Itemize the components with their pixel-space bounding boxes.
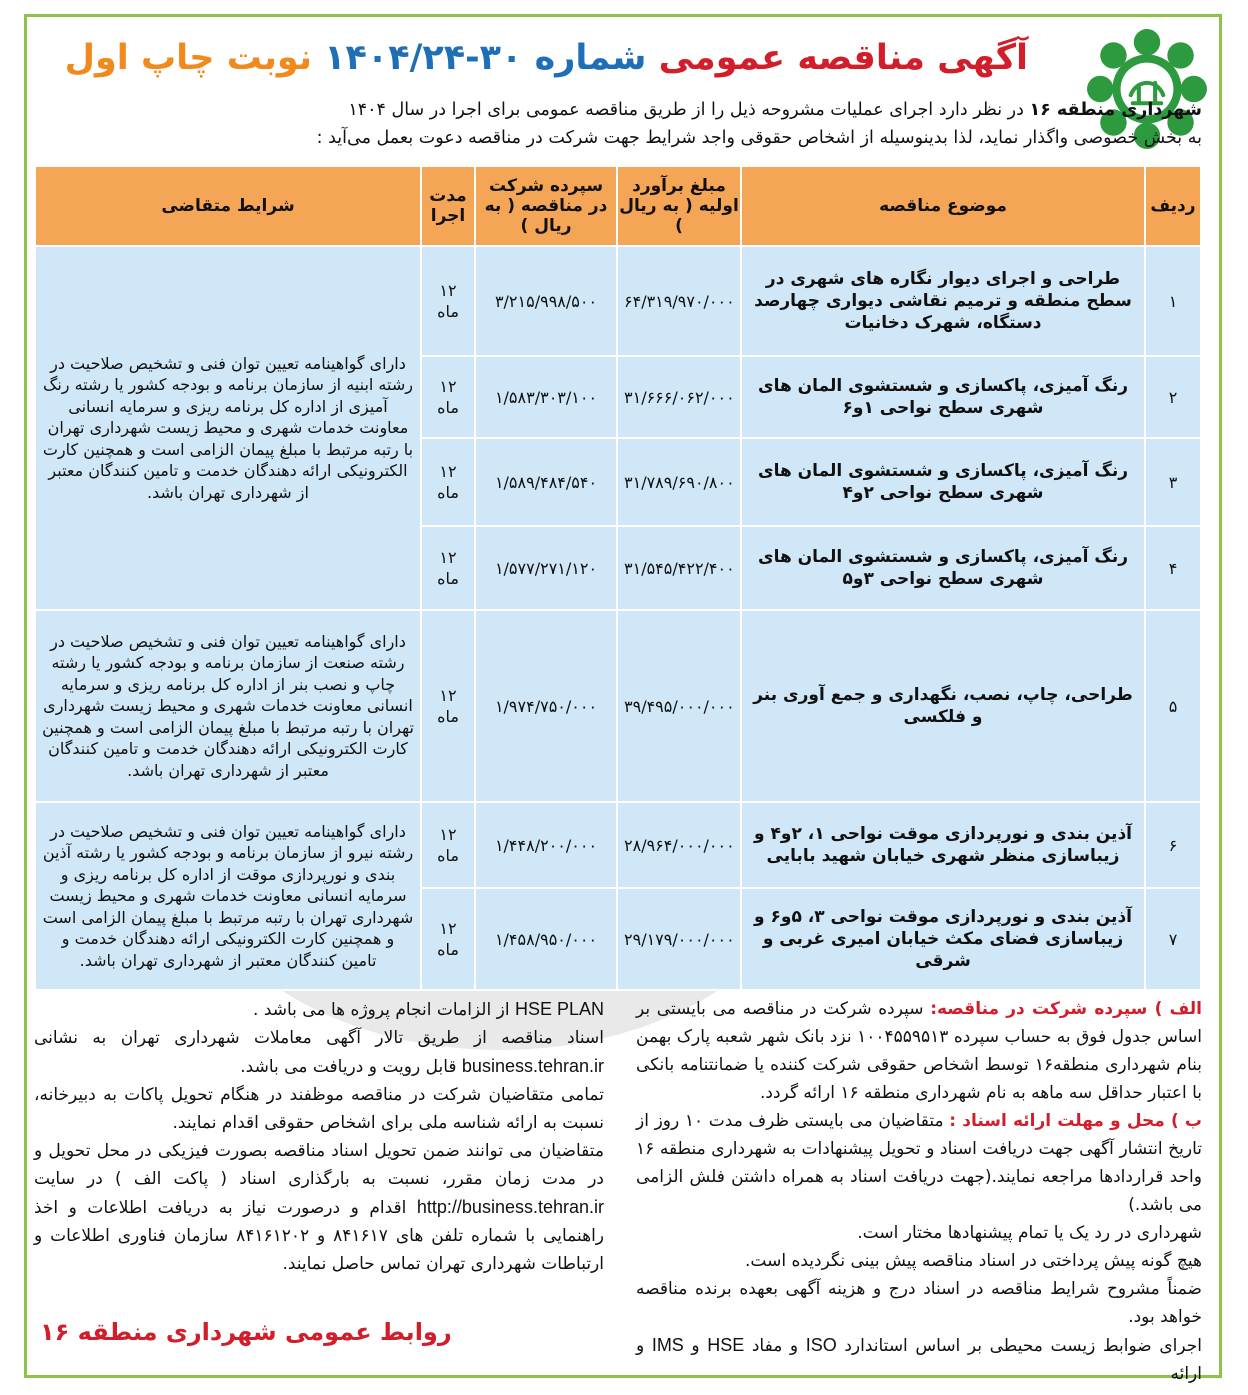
title-print-round: نوبت چاپ اول [64,38,312,78]
row-conditions: دارای گواهینامه تعیین توان فنی و تشخیص صلاحیت در رشته ابنیه از سازمان برنامه و بودجه کشور یا رشته رنگ آمیزی از اداره کل برنامه ریزی و سرمایه انسانی معاونت خدمات شهری و محیط زیست شهرداری تهران با رتبه مرتبط با مبلغ پیمان الزامی است و همچنین کارت الکترونیکی ارائه دهندگان خدمت و تامین کنندگان معتبر از شهرداری تهران باشد. [35,246,421,610]
hse-plan-text: از الزامات انجام پروژه ها می باشد . [253,1000,515,1020]
upload-note: متقاضیان می توانند ضمن تحویل اسناد مناقصه بصورت فیزیکی در محل تحویل و در مدت زمان مقرر، نسبت به بارگذاری اسناد ( پاکت الف ) در سایت [34,1141,604,1189]
row-subject: رنگ آمیزی، پاکسازی و شستشوی المان های شهری سطح نواحی ۲و۴ [741,438,1145,526]
title-tender: آگهی مناقصه عمومی [658,38,1028,78]
row-estimate: ۳۱/۵۴۵/۴۲۲/۴۰۰ [617,526,741,610]
row-duration: ۱۲ ماه [421,802,475,888]
row-duration: ۱۲ ماه [421,438,475,526]
intro-municipality: شهرداری منطقه ۱۶ [1029,100,1202,120]
row-number: ۳ [1145,438,1201,526]
business-link[interactable]: business.tehran.ir [461,1056,604,1076]
contact-note: اقدام و درصورت نیاز به دریافت اطلاعات و اخذ راهنمایی با شماره تلفن های ۸۴۱۶۱۷ و ۸۴۱۶۱۲۰۲ سازمان فناوری اطلاعات و ارتباطات شهرداری تهران تماس حاصل نمایند. [34,1198,604,1274]
row-duration: ۱۲ ماه [421,888,475,990]
header-estimate: مبلغ برآورد اولیه ( به ریال ) [617,166,741,246]
section-a-title: الف ) سپرده شرکت در مناقصه: [930,999,1203,1019]
row-subject: آذین بندی و نورپردازی موقت نواحی ۳، ۵و۶ و زیباسازی فضای مکث خیابان امیری غربی و شرقی [741,888,1145,990]
section-b-text: متقاضیان می بایستی ظرف مدت ۱۰ روز از تاریخ انتشار آگهی جهت دریافت اسناد و تحویل پیشنهادات به شهرداری منطقه ۱۶ واحد قراردادها مراجعه نمایند.(جهت دریافت اسناد به همراه داشتن فلش الزامی می باشد.) [636,1111,1202,1215]
row-subject: طراحی، چاپ، نصب، نگهداری و جمع آوری بنر و فلکسی [741,610,1145,802]
national-id-note: تمامی متقاضیان شرکت در مناقصه موظفند در هنگام تحویل پاکات به دبیرخانه، نسبت به ارائه شناسه ملی برای اشخاص حقوقی اقدام نمایند. [34,1085,604,1133]
row-conditions: دارای گواهینامه تعیین توان فنی و تشخیص صلاحیت در رشته صنعت از سازمان برنامه و بودجه کشور یا رشته چاپ و نصب بنر از اداره کل برنامه ریزی و سرمایه انسانی معاونت خدمات شهری و محیط زیست شهرداری تهران با رتبه مرتبط با مبلغ پیمان الزامی است و همچنین کارت الکترونیکی ارائه دهندگان خدمت و تامین کنندگان معتبر از شهرداری تهران باشد. [35,610,421,802]
row-subject: رنگ آمیزی، پاکسازی و شستشوی المان های شهری سطح نواحی ۳و۵ [741,526,1145,610]
header-duration: مدت اجرا [421,166,475,246]
docs-text: اسناد مناقصه از طریق تالار آگهی معاملات شهرداری تهران به نشانی [34,1028,604,1048]
header-conditions: شرایط متقاضی [35,166,421,246]
row-number: ۶ [1145,802,1201,888]
docs-text-end: قابل رویت و دریافت می باشد. [240,1057,462,1077]
row-duration: ۱۲ ماه [421,246,475,356]
row-estimate: ۶۴/۳۱۹/۹۷۰/۰۰۰ [617,246,741,356]
row-deposit: ۱/۵۸۳/۳۰۳/۱۰۰ [475,356,617,438]
row-duration: ۱۲ ماه [421,526,475,610]
section-a-text: سپرده شرکت در مناقصه می بایستی بر اساس جدول فوق به حساب سپرده ۱۰۰۴۵۵۹۵۱۳ نزد بانک شهر شعبه پارک بهمن بنام شهرداری منطقه۱۶ توسط اشخاص حقوقی شرکت کننده یا ضمانتنامه بانکی با اعتبار حداقل سه ماهه به نام شهرداری منطقه ۱۶ ارائه گردد. [636,999,1202,1103]
table-row [35,802,1201,888]
row-deposit: ۳/۲۱۵/۹۹۸/۵۰۰ [475,246,617,356]
intro-line-1: در نظر دارد اجرای عملیات مشروحه ذیل را از طریق مناقصه عمومی برای اجرا در سال ۱۴۰۴ [348,100,1030,120]
header-deposit: سپرده شرکت در مناقصه ( به ریال ) [475,166,617,246]
intro-line-2: به بخش خصوصی واگذار نماید، لذا بدینوسیله از اشخاص حقوقی واجد شرایط جهت شرکت در مناقصه دعوت بعمل می‌آید : [316,128,1202,148]
row-estimate: ۳۱/۶۶۶/۰۶۲/۰۰۰ [617,356,741,438]
terms-column-left [34,995,604,1278]
row-estimate: ۳۱/۷۸۹/۶۹۰/۸۰۰ [617,438,741,526]
ims-label: IMS [651,1335,684,1355]
row-conditions: دارای گواهینامه تعیین توان فنی و تشخیص صلاحیت در رشته نیرو از سازمان برنامه و بودجه کشور یا رشته آذین بندی و نورپردازی موقت از اداره کل برنامه ریزی و سرمایه انسانی معاونت خدمات شهری و محیط زیست شهرداری تهران با رتبه مرتبط با مبلغ پیمان الزامی است و همچنین کارت الکترونیکی ارائه دهندگان خدمت و تامین کنندگان معتبر از شهرداری تهران باشد. [35,802,421,990]
row-deposit: ۱/۴۴۸/۲۰۰/۰۰۰ [475,802,617,888]
section-b-title: ب ) محل و مهلت ارائه اسناد : [949,1111,1202,1131]
iso-label: ISO [805,1335,837,1355]
table-header-row [35,166,1201,246]
row-number: ۵ [1145,610,1201,802]
row-deposit: ۱/۵۷۷/۲۷۱/۱۲۰ [475,526,617,610]
table-row [35,610,1201,802]
header-row-no: ردیف [1145,166,1201,246]
row-number: ۱ [1145,246,1201,356]
row-deposit: ۱/۹۷۴/۷۵۰/۰۰۰ [475,610,617,802]
env-text-and: و [683,1336,708,1356]
row-duration: ۱۲ ماه [421,610,475,802]
row-duration: ۱۲ ماه [421,356,475,438]
header-subject: موضوع مناقصه [741,166,1145,246]
row-estimate: ۲۸/۹۶۴/۰۰۰/۰۰۰ [617,802,741,888]
row-subject: رنگ آمیزی، پاکسازی و شستشوی المان های شهری سطح نواحی ۱و۶ [741,356,1145,438]
row-number: ۲ [1145,356,1201,438]
note-environment [636,1336,1202,1384]
signoff-public-relations: روابط عمومی شهرداری منطقه ۱۶ [40,1318,452,1346]
row-deposit: ۱/۴۵۸/۹۵۰/۰۰۰ [475,888,617,990]
row-deposit: ۱/۵۸۹/۴۸۴/۵۴۰ [475,438,617,526]
page-title [64,38,1028,78]
note-ad-cost: ضمناً مشروح شرایط مناقصه در اسناد درج و هزینه آگهی بعهده برنده مناقصه خواهد بود. [636,1279,1202,1327]
row-number: ۷ [1145,888,1201,990]
title-number: شماره ۳۰-۱۴۰۴/۲۴ [324,38,647,78]
row-subject: آذین بندی و نورپردازی موقت نواحی ۱، ۲و۴ و زیباسازی منظر شهری خیابان شهید بابایی [741,802,1145,888]
env-text-pre: اجرای ضوابط زیست محیطی بر اساس استاندارد [836,1336,1202,1356]
env-text-mid: و مفاد [744,1336,806,1356]
hse-label: HSE [707,1335,745,1355]
row-estimate: ۳۹/۴۹۵/۰۰۰/۰۰۰ [617,610,741,802]
table-row [35,246,1201,356]
env-text-post: و ارائه [636,1336,1202,1384]
row-subject: طراحی و اجرای دیوار نگاره های شهری در سطح منطقه و ترمیم نقاشی دیواری چهارصد دستگاه، شهرک دخانیات [741,246,1145,356]
row-number: ۴ [1145,526,1201,610]
terms-column-right [636,995,1202,1388]
hse-plan-label: HSE PLAN [514,999,604,1019]
row-estimate: ۲۹/۱۷۹/۰۰۰/۰۰۰ [617,888,741,990]
note-prepayment: هیچ گونه پیش پرداختی در اسناد مناقصه پیش بینی نگردیده است. [745,1251,1202,1271]
note-rejection: شهرداری در رد یک یا تمام پیشنهادها مختار است. [857,1223,1202,1243]
intro-paragraph [192,96,1202,152]
business-url-link[interactable]: http://business.tehran.ir [416,1197,604,1217]
tender-table [34,165,1202,991]
